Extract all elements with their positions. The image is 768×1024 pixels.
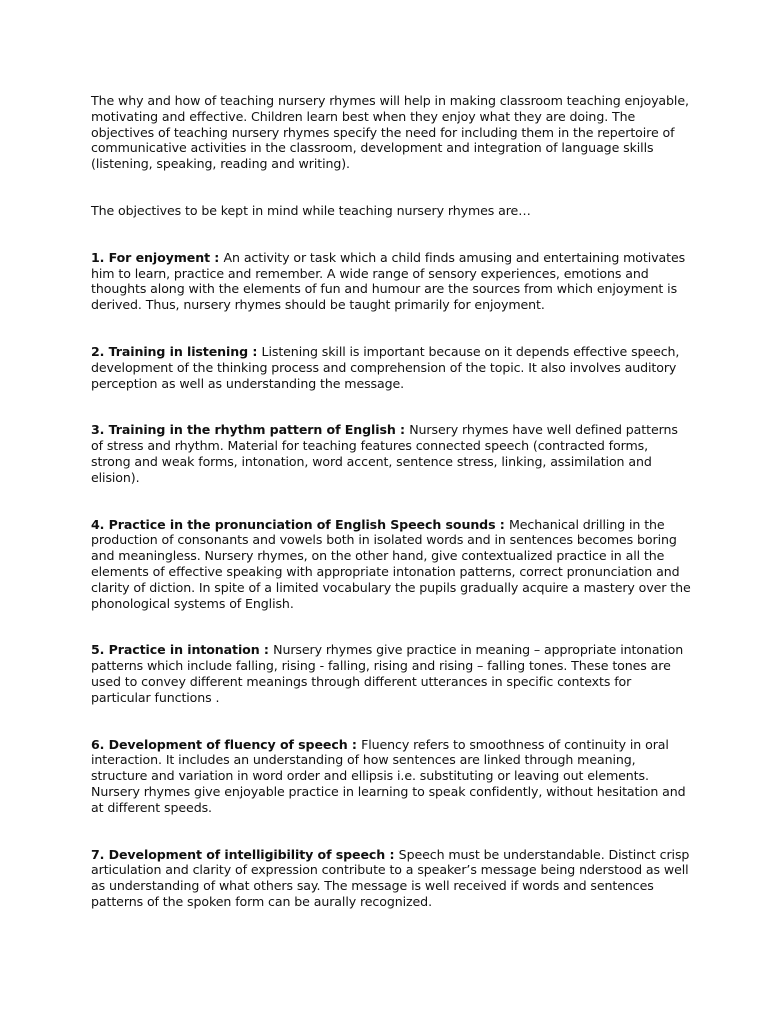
objective-heading: 2. Training in listening : bbox=[91, 343, 262, 359]
objective-heading: 5. Practice in intonation : bbox=[91, 642, 274, 658]
objective-heading: 3. Training in the rhythm pattern of English : bbox=[91, 422, 410, 438]
objective-body: Mechanical drilling in the production of consonants and vowels both in isolated words and in sentences becomes boring and meaningless. Nursery rhymes, on the other hand, give contextualized practice in all the elements of effective speaking with appropriate intonation patterns, correct pronunciation and clarity of diction. In spite of a limited vocabulary the pupils gradually acquire a mastery over the phonological systems of English. bbox=[91, 516, 691, 611]
objective-body: Nursery rhymes have well defined patterns of stress and rhythm. Material for teaching features connected speech (contracted forms, strong and weak forms, intonation, word accent, sentence stress, linking, assimilation and elision). bbox=[91, 422, 678, 485]
intro-paragraph: The why and how of teaching nursery rhymes will help in making classroom teaching enjoyable, motivating and effective. Children learn best when they enjoy what they are doing. The objectives of teaching nursery rhymes specify the need for including them in the repertoire of communicative activities in the classroom, development and integration of language skills (listening, speaking, reading and writing). bbox=[91, 93, 689, 172]
objective-listening bbox=[91, 344, 691, 391]
objective-pronunciation bbox=[91, 517, 691, 612]
objective-heading: 7. Development of intelligibility of speech : bbox=[91, 846, 399, 862]
document-page bbox=[91, 93, 691, 941]
objective-enjoyment bbox=[91, 250, 691, 313]
objective-body: Listening skill is important because on it depends effective speech, development of the thinking process and comprehension of the topic. It also involves auditory perception as well as understanding the message. bbox=[91, 343, 680, 391]
objective-body: Speech must be understandable. Distinct crisp articulation and clarity of expression contribute to a speaker’s message being nderstood as well as understanding of what others say. The message is well received if words and sentences patterns of the spoken form can be aurally recognized. bbox=[91, 846, 690, 909]
objective-fluency bbox=[91, 737, 691, 816]
objective-rhythm-pattern bbox=[91, 422, 691, 485]
objective-heading: 4. Practice in the pronunciation of English Speech sounds : bbox=[91, 516, 509, 532]
objective-intonation bbox=[91, 642, 691, 705]
objective-body: Nursery rhymes give practice in meaning – appropriate intonation patterns which include falling, rising - falling, rising and rising – falling tones. These tones are used to convey different meanings through different utterances in specific contexts for particular functions . bbox=[91, 642, 684, 705]
objective-heading: 6. Development of fluency of speech : bbox=[91, 736, 362, 752]
objective-intelligibility bbox=[91, 847, 691, 910]
objective-heading: 1. For enjoyment : bbox=[91, 249, 224, 265]
objectives-lead-paragraph: The objectives to be kept in mind while teaching nursery rhymes are… bbox=[91, 202, 531, 218]
objective-body: Fluency refers to smoothness of continuity in oral interaction. It includes an understanding of how sentences are linked through meaning, structure and variation in word order and ellipsis i.e. substituting or leaving out elements. Nursery rhymes give enjoyable practice in learning to speak confidently, without hesitation and at different speeds. bbox=[91, 736, 686, 815]
objective-body: An activity or task which a child finds amusing and entertaining motivates him to learn, practice and remember. A wide range of sensory experiences, emotions and thoughts along with the elements of fun and humour are the sources from which enjoyment is derived. Thus, nursery rhymes should be taught primarily for enjoyment. bbox=[91, 249, 686, 313]
